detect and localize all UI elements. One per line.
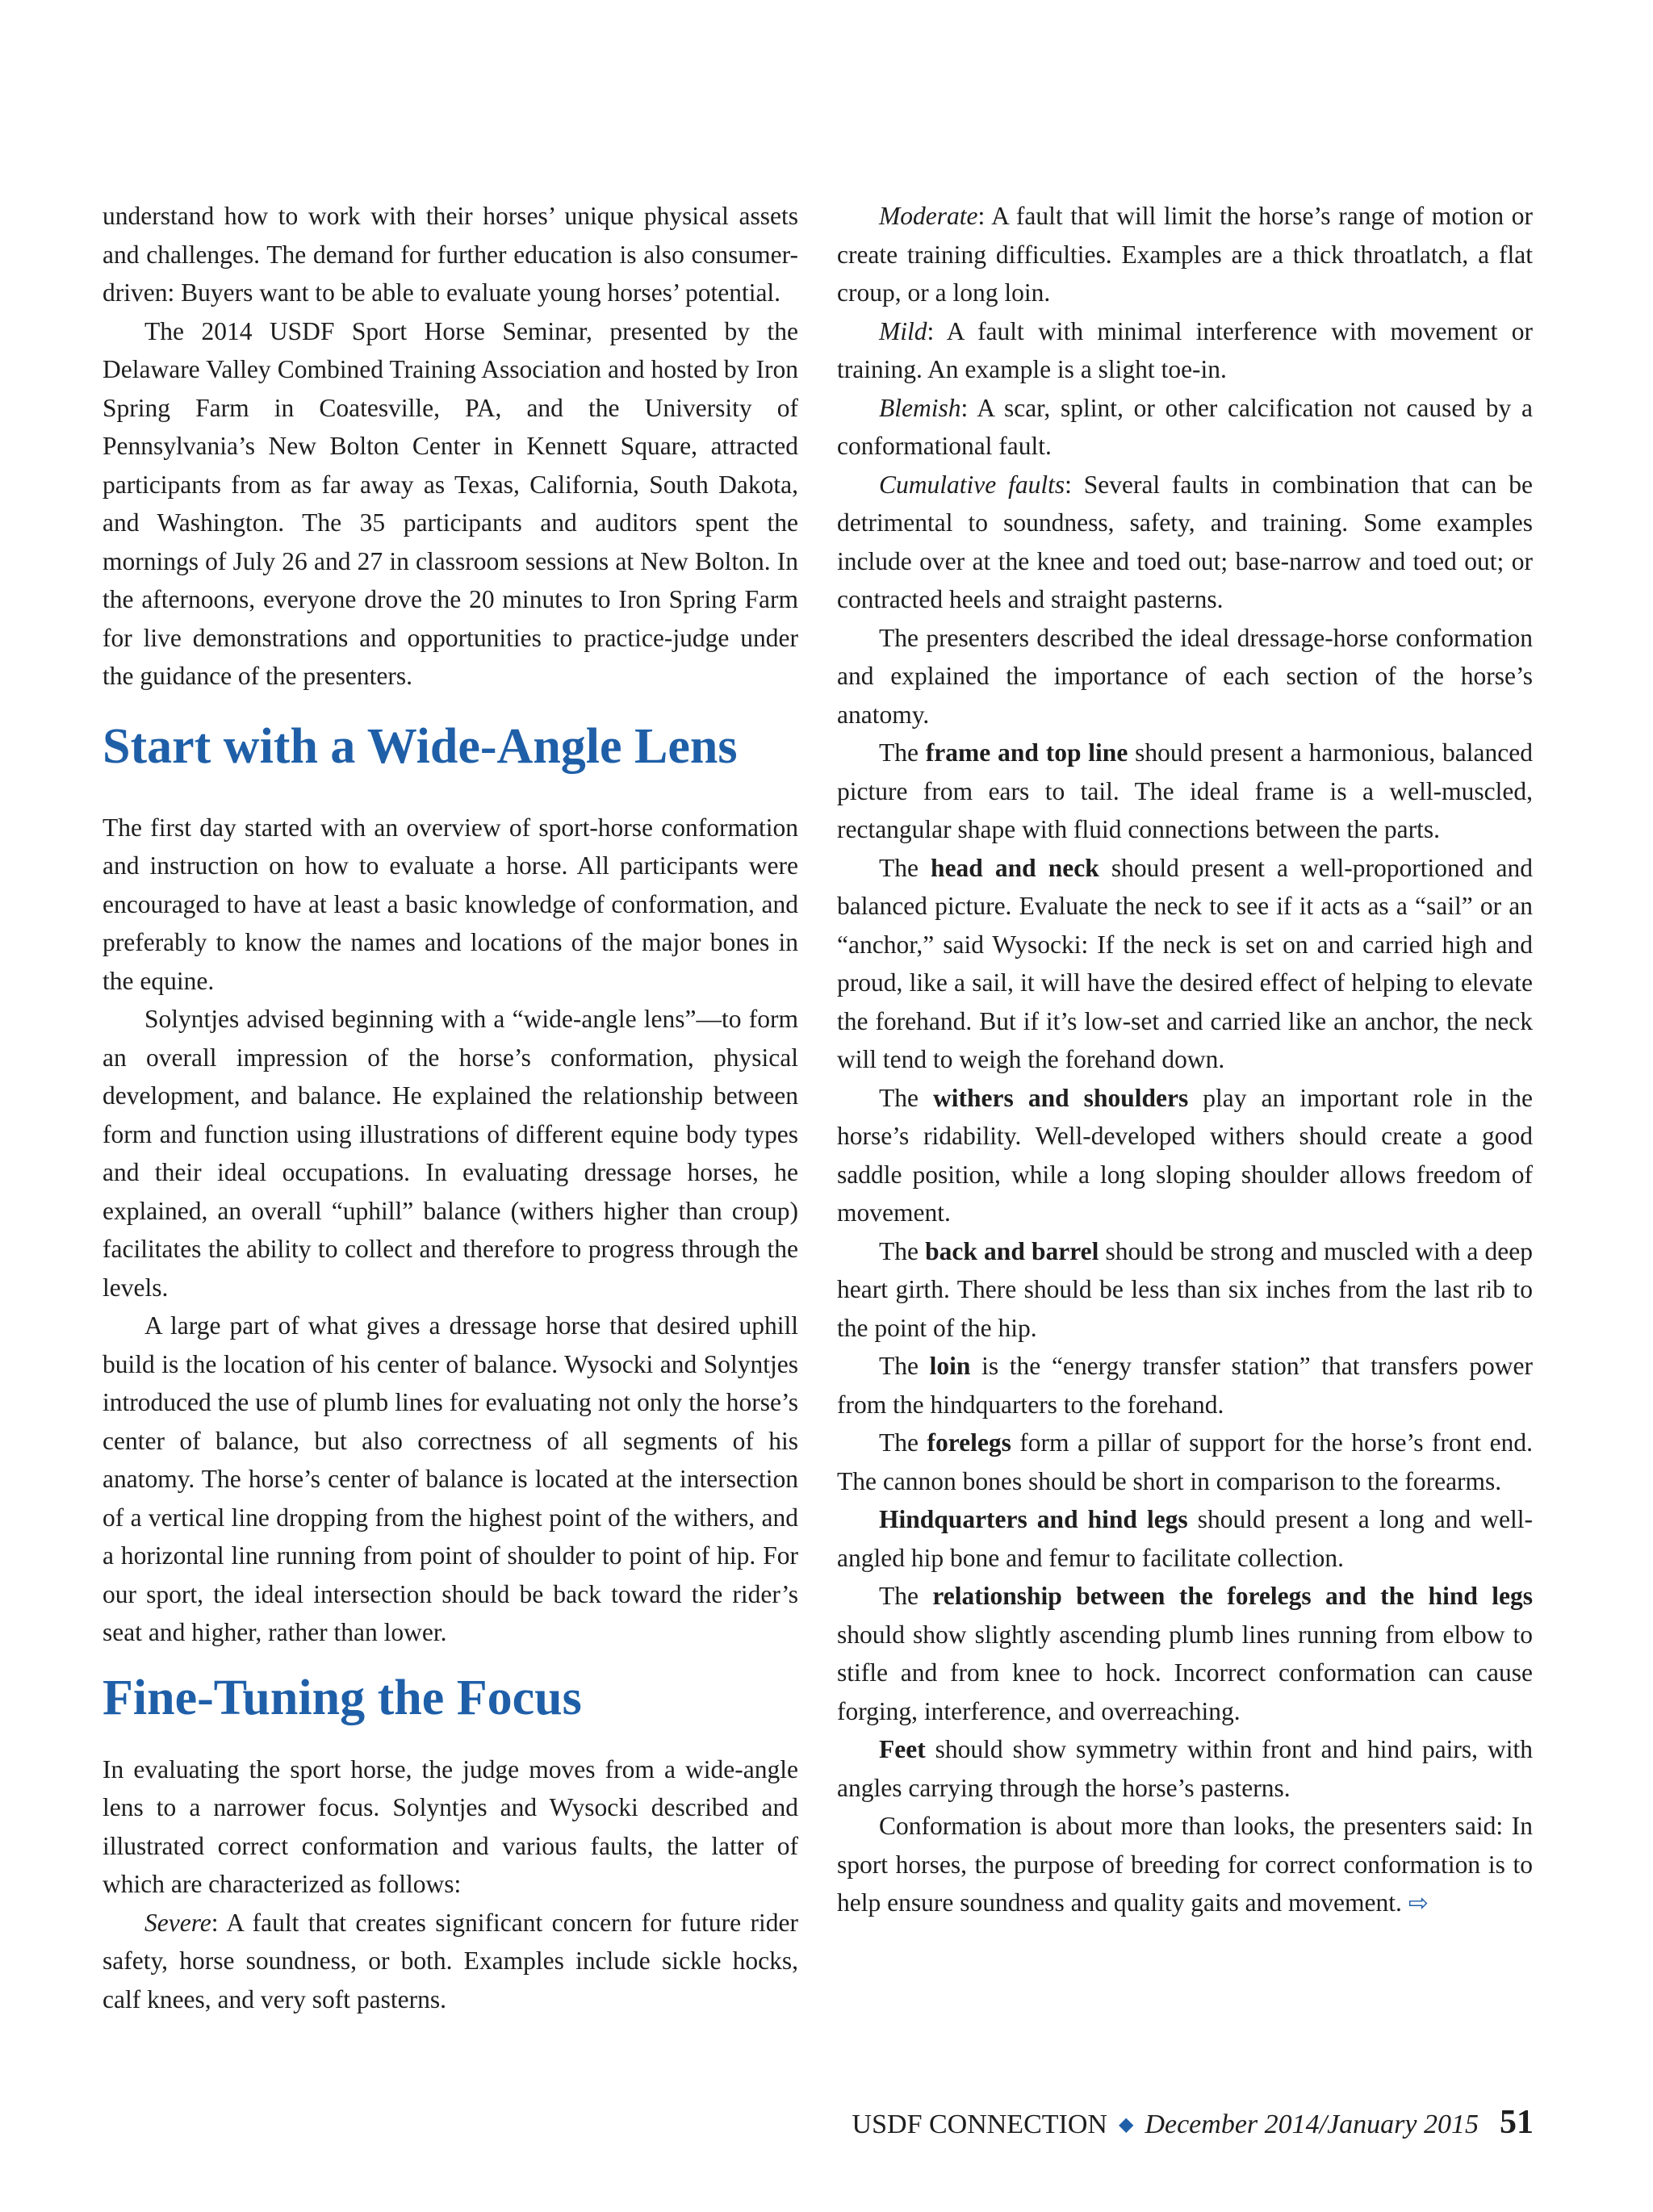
text-run: The — [879, 1236, 926, 1265]
fault-term: Cumulative faults — [879, 470, 1065, 499]
fault-definition — [103, 1904, 798, 2019]
paragraph — [837, 1807, 1533, 1923]
paragraph: In evaluating the sport horse, the judge moves from a wide-angle lens to a narrower focus. Solyntjes and Wysocki described and illustrated correct conformation and various faults, the latter of which are characterized as follows: — [103, 1754, 798, 1898]
text-run: should present a harmonious, balanced picture from ears to tail. The ideal frame is a well-muscled, rectangular shape with fluid connections between the parts. — [837, 738, 1533, 843]
text-run: form a pillar of support for the horse’s front end. The cannon bones should be short in comparison to the forearms. — [837, 1428, 1533, 1495]
page-number: 51 — [1500, 2104, 1534, 2141]
paragraph: The 2014 USDF Sport Horse Seminar, presented by the Delaware Valley Combined Training Association and hosted by Iron Spring Farm in Coatesville, PA, and the University of Pennsylvania’s New Bolton Center in Kennett Square, attracted participants from as far away as Texas, California, South Dakota, and Washington. The 35 participants and auditors spent the mornings of July 26 and 27 in classroom sessions at New Bolton. In the afternoons, everyone drove the 20 minutes to Iron Spring Farm for live demonstrations and opportunities to practice-judge under the guidance of the presenters. — [103, 316, 798, 690]
right-arrow-icon: ⇨ — [1408, 1889, 1429, 1917]
paragraph: The presenters described the ideal dressage-horse conformation and explained the importance of each section of the horse’s anatomy. — [837, 623, 1533, 729]
anatomy-term: relationship between the forelegs and the hind legs — [932, 1582, 1533, 1610]
fault-definition — [837, 312, 1533, 389]
paragraph: A large part of what gives a dressage horse that desired uphill build is the location of his center of balance. Wysocki and Solyntjes introduced the use of plumb lines for evaluating not only the horse’s center of balance, but also correctness of all segments of his anatomy. The horse’s center of balance is located at the intersection of a vertical line dropping from the highest point of the withers, and a horizontal line running from point of shoulder to point of hip. For our sport, the ideal intersection should be back toward the rider’s seat and higher, rather than lower. — [103, 1311, 798, 1646]
anatomy-term: withers and shoulders — [933, 1083, 1189, 1112]
left-column — [103, 197, 798, 2018]
page-footer — [775, 2103, 1534, 2142]
anatomy-paragraph — [837, 734, 1533, 849]
anatomy-paragraph — [837, 1500, 1533, 1577]
text-run: should show symmetry within front and hind pairs, with angles carrying through the horse’s pasterns. — [837, 1735, 1533, 1802]
issue-date: December 2014/January 2015 — [1145, 2110, 1479, 2139]
fault-definition — [837, 197, 1533, 312]
fault-term: Moderate — [879, 202, 978, 230]
fault-description: : Several faults in combination that can be detrimental to soundness, safety, and training. Some examples include over at the knee and toed out; base-narrow and toed out; or contracted heels and straight pasterns. — [837, 470, 1533, 613]
text-run: should present a well-proportioned and balanced picture. Evaluate the neck to see if it acts as a “sail” or an “anchor,” said Wysocki: If the neck is set on and carried high and proud, like a sail, it will have the desired effect of helping to elevate the forehand. But if it’s low-set and carried like an anchor, the neck will tend to weigh the forehand down. — [837, 853, 1533, 1073]
section-heading: Start with a Wide-Angle Lens — [103, 718, 738, 774]
text-run: should show slightly ascending plumb lines running from elbow to stifle and from knee to hock. Incorrect conformation can cause forging, interference, and overreaching. — [837, 1620, 1533, 1725]
paragraph: understand how to work with their horses’ unique physical assets and challenges. The demand for further education is also consumer-driven: Buyers want to be able to evaluate young horses’ potential. — [103, 202, 798, 307]
text-run: The — [879, 1352, 930, 1380]
anatomy-term: back and barrel — [925, 1236, 1099, 1265]
anatomy-term: Feet — [879, 1735, 926, 1763]
right-column — [837, 197, 1533, 1923]
fault-term: Mild — [879, 316, 927, 345]
text-run: The — [879, 1083, 934, 1112]
text-run: should present a long and well-angled hip bone and femur to facilitate collection. — [837, 1505, 1533, 1572]
fault-description: : A fault that creates significant concern for future rider safety, horse soundness, or both. Examples include sickle hocks, calf knees, and very soft pasterns. — [103, 1908, 798, 2013]
paragraph: The first day started with an overview of sport-horse conformation and instruction on how to evaluate a horse. All participants were encouraged to have at least a basic knowledge of conformation, and preferably to know the names and locations of the major bones in the equine. — [103, 813, 798, 995]
anatomy-term: frame and top line — [925, 738, 1128, 767]
text-run: The — [879, 853, 931, 882]
text-run: Conformation is about more than looks, the presenters said: In sport horses, the purpose of breeding for correct conformation is to help ensure soundness and quality gaits and movement. — [837, 1812, 1533, 1917]
text-run: The — [879, 1428, 927, 1457]
anatomy-term: loin — [929, 1352, 971, 1380]
diamond-icon: ◆ — [1118, 2113, 1134, 2135]
anatomy-paragraph — [837, 1730, 1533, 1807]
text-run: should be strong and muscled with a deep heart girth. There should be less than six inches from the last rib to the point of the hip. — [837, 1236, 1533, 1342]
fault-term: Blemish — [879, 393, 961, 422]
anatomy-term: Hindquarters and hind legs — [879, 1505, 1188, 1533]
anatomy-term: head and neck — [931, 853, 1099, 882]
paragraph: Solyntjes advised beginning with a “wide-angle lens”—to form an overall impression of the horse’s conformation, physical development, and balance. He explained the relationship between form and function using illustrations of different equine body types and their ideal occupations. In evaluating dressage horses, he explained, an overall “uphill” balance (withers higher than croup) facilitates the ability to collect and therefore to progress through the levels. — [103, 1005, 798, 1302]
anatomy-paragraph — [837, 1079, 1533, 1232]
anatomy-paragraph — [837, 1424, 1533, 1500]
anatomy-term: forelegs — [927, 1428, 1011, 1457]
publication-name: USDF CONNECTION — [852, 2110, 1107, 2139]
text-run: play an important role in the horse’s ridability. Well-developed withers should create a good saddle position, while a long sloping shoulder allows freedom of movement. — [837, 1083, 1533, 1227]
fault-description: : A fault that will limit the horse’s range of motion or create training difficulties. Examples are a thick throatlatch, a flat croup, or a long loin. — [837, 202, 1533, 307]
text-run: The — [879, 1582, 933, 1610]
fault-definition — [837, 466, 1533, 619]
fault-term: Severe — [144, 1908, 211, 1937]
text-run: is the “energy transfer station” that transfers power from the hindquarters to the forehand. — [837, 1352, 1533, 1419]
anatomy-paragraph — [837, 1232, 1533, 1348]
anatomy-paragraph — [837, 1347, 1533, 1424]
anatomy-paragraph — [837, 849, 1533, 1079]
anatomy-paragraph — [837, 1577, 1533, 1730]
text-run: The — [879, 738, 926, 767]
fault-definition — [837, 389, 1533, 466]
fault-description: : A fault with minimal interference with movement or training. An example is a slight toe-in. — [837, 316, 1533, 383]
section-heading: Fine-Tuning the Focus — [103, 1670, 582, 1725]
fault-description: : A scar, splint, or other calcification not caused by a conformational fault. — [837, 393, 1533, 460]
